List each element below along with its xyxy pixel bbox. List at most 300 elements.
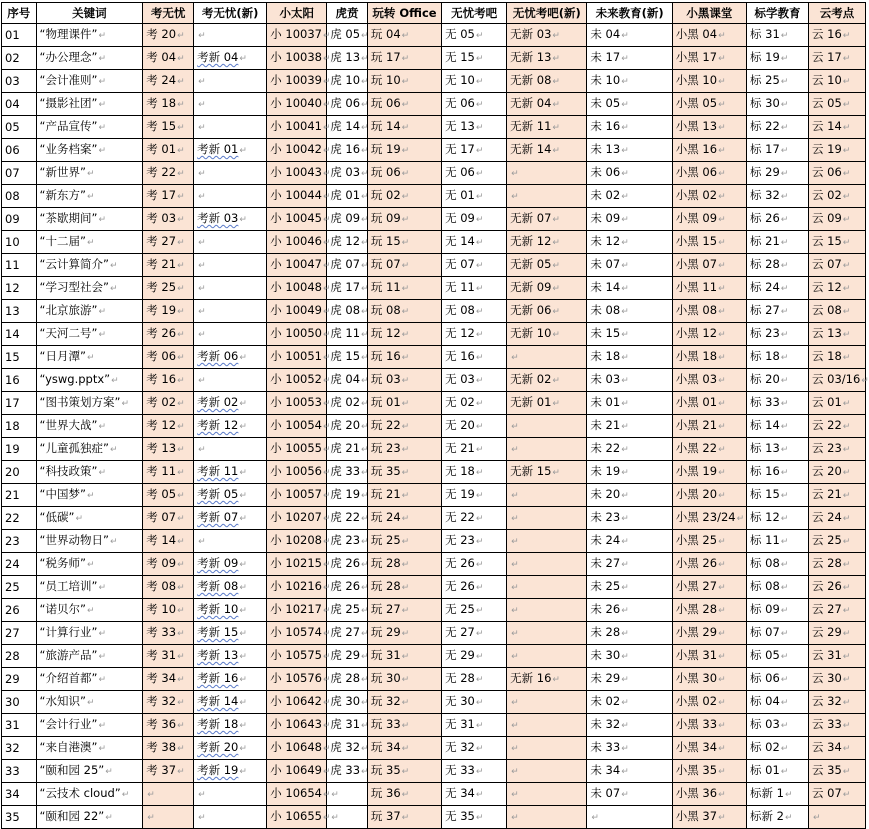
table-cell[interactable] (808, 576, 865, 599)
table-cell[interactable] (267, 231, 331, 254)
table-cell[interactable] (442, 139, 507, 162)
table-cell[interactable] (2, 24, 37, 47)
table-cell[interactable] (367, 507, 441, 530)
table-cell[interactable] (672, 231, 746, 254)
table-cell[interactable] (587, 323, 672, 346)
table-cell[interactable] (36, 530, 143, 553)
table-cell[interactable] (746, 553, 808, 576)
table-cell[interactable] (327, 737, 368, 760)
table-cell[interactable] (367, 645, 441, 668)
table-cell[interactable] (507, 185, 587, 208)
table-cell[interactable] (672, 277, 746, 300)
table-cell[interactable] (143, 737, 194, 760)
table-cell[interactable] (808, 70, 865, 93)
table-cell[interactable] (808, 116, 865, 139)
table-cell[interactable] (194, 70, 267, 93)
table-cell[interactable] (808, 714, 865, 737)
table-cell[interactable] (672, 369, 746, 392)
table-cell[interactable] (507, 93, 587, 116)
table-cell[interactable] (267, 300, 331, 323)
table-cell[interactable] (672, 254, 746, 277)
table-cell[interactable] (367, 622, 441, 645)
table-cell[interactable] (442, 93, 507, 116)
table-cell[interactable] (367, 24, 441, 47)
table-cell[interactable] (587, 668, 672, 691)
table-cell[interactable] (327, 70, 368, 93)
table-cell[interactable] (36, 24, 143, 47)
table-cell[interactable] (442, 783, 507, 806)
table-cell[interactable] (143, 116, 194, 139)
table-cell[interactable] (808, 300, 865, 323)
table-cell[interactable] (367, 254, 441, 277)
table-cell[interactable] (194, 93, 267, 116)
table-cell[interactable] (672, 300, 746, 323)
table-cell[interactable] (808, 47, 865, 70)
table-cell[interactable] (367, 323, 441, 346)
table-cell[interactable] (194, 599, 267, 622)
table-cell[interactable] (267, 783, 331, 806)
table-cell[interactable] (367, 231, 441, 254)
table-cell[interactable] (442, 507, 507, 530)
table-cell[interactable] (672, 553, 746, 576)
table-cell[interactable] (2, 185, 37, 208)
table-cell[interactable] (36, 760, 143, 783)
table-cell[interactable] (2, 622, 37, 645)
table-cell[interactable] (442, 806, 507, 829)
table-cell[interactable] (507, 369, 587, 392)
table-cell[interactable] (267, 576, 331, 599)
table-cell[interactable] (143, 323, 194, 346)
table-cell[interactable] (194, 760, 267, 783)
table-cell[interactable] (36, 553, 143, 576)
table-cell[interactable] (327, 576, 368, 599)
table-cell[interactable] (746, 806, 808, 829)
table-cell[interactable] (367, 93, 441, 116)
table-cell[interactable] (2, 714, 37, 737)
table-cell[interactable] (587, 645, 672, 668)
table-cell[interactable] (327, 461, 368, 484)
table-cell[interactable] (746, 599, 808, 622)
table-cell[interactable] (672, 507, 746, 530)
table-cell[interactable] (587, 484, 672, 507)
table-cell[interactable] (672, 806, 746, 829)
table-cell[interactable] (36, 277, 143, 300)
table-cell[interactable] (587, 300, 672, 323)
table-cell[interactable] (367, 737, 441, 760)
table-cell[interactable] (143, 461, 194, 484)
table-cell[interactable] (2, 553, 37, 576)
table-cell[interactable] (267, 530, 331, 553)
table-cell[interactable] (808, 162, 865, 185)
table-cell[interactable] (143, 24, 194, 47)
table-cell[interactable] (194, 24, 267, 47)
table-cell[interactable] (507, 553, 587, 576)
table-cell[interactable] (442, 47, 507, 70)
table-cell[interactable] (808, 691, 865, 714)
table-cell[interactable] (808, 139, 865, 162)
table-cell[interactable] (442, 208, 507, 231)
table-cell[interactable] (36, 714, 143, 737)
table-cell[interactable] (143, 93, 194, 116)
table-cell[interactable] (267, 162, 331, 185)
table-cell[interactable] (442, 392, 507, 415)
table-cell[interactable] (587, 47, 672, 70)
table-cell[interactable] (143, 346, 194, 369)
table-cell[interactable] (746, 415, 808, 438)
table-cell[interactable] (327, 93, 368, 116)
table-cell[interactable] (746, 300, 808, 323)
table-cell[interactable] (587, 208, 672, 231)
table-cell[interactable] (143, 70, 194, 93)
table-cell[interactable] (194, 737, 267, 760)
table-cell[interactable] (746, 116, 808, 139)
table-cell[interactable] (672, 346, 746, 369)
table-cell[interactable] (672, 576, 746, 599)
table-cell[interactable] (746, 369, 808, 392)
table-cell[interactable] (746, 392, 808, 415)
table-cell[interactable] (194, 806, 267, 829)
table-cell[interactable] (808, 484, 865, 507)
table-cell[interactable] (507, 691, 587, 714)
table-cell[interactable] (2, 438, 37, 461)
table-cell[interactable] (36, 369, 143, 392)
table-cell[interactable] (672, 461, 746, 484)
table-cell[interactable] (327, 231, 368, 254)
table-cell[interactable] (36, 162, 143, 185)
table-cell[interactable] (587, 737, 672, 760)
table-cell[interactable] (143, 369, 194, 392)
table-cell[interactable] (507, 668, 587, 691)
table-cell[interactable] (267, 599, 331, 622)
table-cell[interactable] (672, 185, 746, 208)
table-cell[interactable] (367, 484, 441, 507)
table-cell[interactable] (327, 208, 368, 231)
table-cell[interactable] (808, 323, 865, 346)
table-cell[interactable] (194, 277, 267, 300)
table-cell[interactable] (672, 70, 746, 93)
table-cell[interactable] (587, 162, 672, 185)
table-cell[interactable] (327, 507, 368, 530)
table-cell[interactable] (672, 760, 746, 783)
table-cell[interactable] (672, 323, 746, 346)
table-cell[interactable] (267, 760, 331, 783)
table-cell[interactable] (367, 208, 441, 231)
table-cell[interactable] (2, 668, 37, 691)
table-cell[interactable] (507, 70, 587, 93)
table-cell[interactable] (587, 277, 672, 300)
table-cell[interactable] (746, 139, 808, 162)
table-cell[interactable] (442, 323, 507, 346)
table-cell[interactable] (507, 392, 587, 415)
table-cell[interactable] (327, 691, 368, 714)
table-cell[interactable] (808, 415, 865, 438)
table-cell[interactable] (194, 392, 267, 415)
table-cell[interactable] (2, 484, 37, 507)
table-cell[interactable] (36, 346, 143, 369)
table-cell[interactable] (2, 231, 37, 254)
table-cell[interactable] (507, 760, 587, 783)
table-cell[interactable] (587, 599, 672, 622)
table-cell[interactable] (442, 622, 507, 645)
table-cell[interactable] (267, 622, 331, 645)
table-cell[interactable] (442, 691, 507, 714)
table-cell[interactable] (2, 323, 37, 346)
table-cell[interactable] (808, 369, 869, 392)
table-cell[interactable] (587, 415, 672, 438)
table-cell[interactable] (672, 645, 746, 668)
table-cell[interactable] (367, 162, 441, 185)
table-cell[interactable] (746, 254, 808, 277)
table-cell[interactable] (327, 323, 368, 346)
table-cell[interactable] (587, 185, 672, 208)
table-cell[interactable] (143, 645, 194, 668)
table-cell[interactable] (327, 369, 368, 392)
table-cell[interactable] (194, 116, 267, 139)
table-cell[interactable] (327, 668, 368, 691)
table-cell[interactable] (367, 783, 441, 806)
table-cell[interactable] (327, 553, 368, 576)
table-cell[interactable] (746, 714, 808, 737)
table-cell[interactable] (143, 185, 194, 208)
table-cell[interactable] (143, 162, 194, 185)
table-cell[interactable] (327, 47, 368, 70)
table-cell[interactable] (194, 530, 267, 553)
table-cell[interactable] (143, 530, 194, 553)
table-cell[interactable] (442, 530, 507, 553)
table-cell[interactable] (327, 24, 368, 47)
table-cell[interactable] (367, 185, 441, 208)
table-cell[interactable] (143, 392, 194, 415)
table-cell[interactable] (143, 622, 194, 645)
table-cell[interactable] (442, 737, 507, 760)
table-cell[interactable] (367, 300, 441, 323)
table-cell[interactable] (36, 70, 143, 93)
table-cell[interactable] (267, 691, 331, 714)
table-cell[interactable] (2, 208, 37, 231)
table-cell[interactable] (587, 553, 672, 576)
table-cell[interactable] (36, 737, 143, 760)
table-cell[interactable] (2, 415, 37, 438)
table-cell[interactable] (2, 162, 37, 185)
table-cell[interactable] (36, 484, 143, 507)
table-cell[interactable] (672, 530, 746, 553)
table-cell[interactable] (2, 346, 37, 369)
table-cell[interactable] (587, 254, 672, 277)
table-cell[interactable] (2, 461, 37, 484)
table-cell[interactable] (327, 484, 368, 507)
table-cell[interactable] (442, 116, 507, 139)
table-cell[interactable] (327, 530, 368, 553)
table-cell[interactable] (2, 116, 37, 139)
table-cell[interactable] (194, 553, 267, 576)
table-cell[interactable] (194, 484, 267, 507)
table-cell[interactable] (672, 783, 746, 806)
table-cell[interactable] (587, 783, 672, 806)
table-cell[interactable] (808, 622, 865, 645)
table-cell[interactable] (808, 231, 865, 254)
table-cell[interactable] (36, 507, 143, 530)
table-cell[interactable] (442, 277, 507, 300)
table-cell[interactable] (442, 162, 507, 185)
table-cell[interactable] (672, 93, 746, 116)
table-cell[interactable] (587, 576, 672, 599)
table-cell[interactable] (2, 645, 37, 668)
table-cell[interactable] (672, 622, 746, 645)
table-cell[interactable] (327, 438, 368, 461)
table-cell[interactable] (746, 24, 808, 47)
table-cell[interactable] (746, 645, 808, 668)
table-cell[interactable] (442, 231, 507, 254)
table-cell[interactable] (327, 645, 368, 668)
table-cell[interactable] (36, 392, 143, 415)
table-cell[interactable] (442, 438, 507, 461)
table-cell[interactable] (2, 507, 37, 530)
table-cell[interactable] (367, 369, 441, 392)
table-cell[interactable] (36, 185, 143, 208)
table-cell[interactable] (36, 691, 143, 714)
table-cell[interactable] (36, 208, 143, 231)
table-cell[interactable] (367, 47, 441, 70)
table-cell[interactable] (194, 415, 267, 438)
table-cell[interactable] (507, 208, 587, 231)
table-cell[interactable] (194, 47, 267, 70)
table-cell[interactable] (442, 576, 507, 599)
table-cell[interactable] (808, 737, 865, 760)
table-cell[interactable] (327, 714, 368, 737)
table-cell[interactable] (367, 668, 441, 691)
table-cell[interactable] (36, 438, 143, 461)
table-cell[interactable] (587, 530, 672, 553)
table-cell[interactable] (746, 231, 808, 254)
table-cell[interactable] (442, 668, 507, 691)
table-cell[interactable] (746, 691, 808, 714)
table-cell[interactable] (194, 323, 267, 346)
table-cell[interactable] (194, 162, 267, 185)
table-cell[interactable] (808, 392, 865, 415)
table-cell[interactable] (746, 484, 808, 507)
table-cell[interactable] (367, 116, 441, 139)
table-cell[interactable] (442, 415, 507, 438)
table-cell[interactable] (808, 645, 865, 668)
table-cell[interactable] (36, 806, 143, 829)
table-cell[interactable] (267, 806, 331, 829)
table-cell[interactable] (2, 599, 37, 622)
table-cell[interactable] (267, 553, 331, 576)
table-cell[interactable] (2, 139, 37, 162)
table-cell[interactable] (587, 116, 672, 139)
table-cell[interactable] (2, 254, 37, 277)
table-cell[interactable] (2, 737, 37, 760)
table-cell[interactable] (587, 139, 672, 162)
table-cell[interactable] (442, 484, 507, 507)
table-cell[interactable] (367, 438, 441, 461)
table-cell[interactable] (327, 783, 368, 806)
table-cell[interactable] (143, 208, 194, 231)
table-cell[interactable] (746, 93, 808, 116)
table-cell[interactable] (367, 415, 441, 438)
table-cell[interactable] (587, 760, 672, 783)
table-cell[interactable] (267, 47, 331, 70)
table-cell[interactable] (442, 346, 507, 369)
table-cell[interactable] (36, 668, 143, 691)
table-cell[interactable] (367, 277, 441, 300)
table-cell[interactable] (143, 47, 194, 70)
table-cell[interactable] (143, 277, 194, 300)
table-cell[interactable] (2, 369, 37, 392)
table-cell[interactable] (327, 760, 368, 783)
table-cell[interactable] (442, 24, 507, 47)
table-cell[interactable] (808, 346, 865, 369)
table-cell[interactable] (2, 760, 37, 783)
table-cell[interactable] (672, 484, 746, 507)
table-cell[interactable] (672, 691, 746, 714)
table-cell[interactable] (267, 24, 331, 47)
table-cell[interactable] (267, 208, 331, 231)
table-cell[interactable] (327, 254, 368, 277)
table-cell[interactable] (327, 622, 368, 645)
table-cell[interactable] (672, 116, 746, 139)
table-cell[interactable] (507, 346, 587, 369)
table-cell[interactable] (672, 415, 746, 438)
table-cell[interactable] (746, 507, 808, 530)
table-cell[interactable] (442, 714, 507, 737)
table-cell[interactable] (507, 323, 587, 346)
table-cell[interactable] (507, 806, 587, 829)
table-cell[interactable] (746, 760, 808, 783)
table-cell[interactable] (327, 806, 368, 829)
table-cell[interactable] (746, 737, 808, 760)
table-cell[interactable] (194, 691, 267, 714)
table-cell[interactable] (327, 415, 368, 438)
table-cell[interactable] (587, 70, 672, 93)
table-cell[interactable] (587, 24, 672, 47)
table-cell[interactable] (746, 70, 808, 93)
table-cell[interactable] (367, 346, 441, 369)
table-cell[interactable] (746, 208, 808, 231)
table-cell[interactable] (194, 185, 267, 208)
table-cell[interactable] (746, 622, 808, 645)
table-cell[interactable] (267, 277, 331, 300)
table-cell[interactable] (143, 576, 194, 599)
table-cell[interactable] (587, 346, 672, 369)
table-cell[interactable] (587, 507, 672, 530)
table-cell[interactable] (507, 139, 587, 162)
table-cell[interactable] (194, 645, 267, 668)
table-cell[interactable] (808, 760, 865, 783)
table-cell[interactable] (587, 438, 672, 461)
table-cell[interactable] (442, 599, 507, 622)
table-cell[interactable] (36, 93, 143, 116)
table-cell[interactable] (507, 576, 587, 599)
table-cell[interactable] (143, 484, 194, 507)
table-cell[interactable] (442, 553, 507, 576)
table-cell[interactable] (746, 47, 808, 70)
table-cell[interactable] (143, 231, 194, 254)
table-cell[interactable] (36, 783, 143, 806)
table-cell[interactable] (808, 507, 865, 530)
table-cell[interactable] (327, 277, 368, 300)
table-cell[interactable] (194, 231, 267, 254)
table-cell[interactable] (746, 438, 808, 461)
table-cell[interactable] (267, 323, 331, 346)
table-cell[interactable] (367, 553, 441, 576)
table-cell[interactable] (2, 300, 37, 323)
table-cell[interactable] (442, 461, 507, 484)
table-cell[interactable] (672, 392, 746, 415)
table-cell[interactable] (507, 300, 587, 323)
table-cell[interactable] (442, 254, 507, 277)
table-cell[interactable] (36, 622, 143, 645)
